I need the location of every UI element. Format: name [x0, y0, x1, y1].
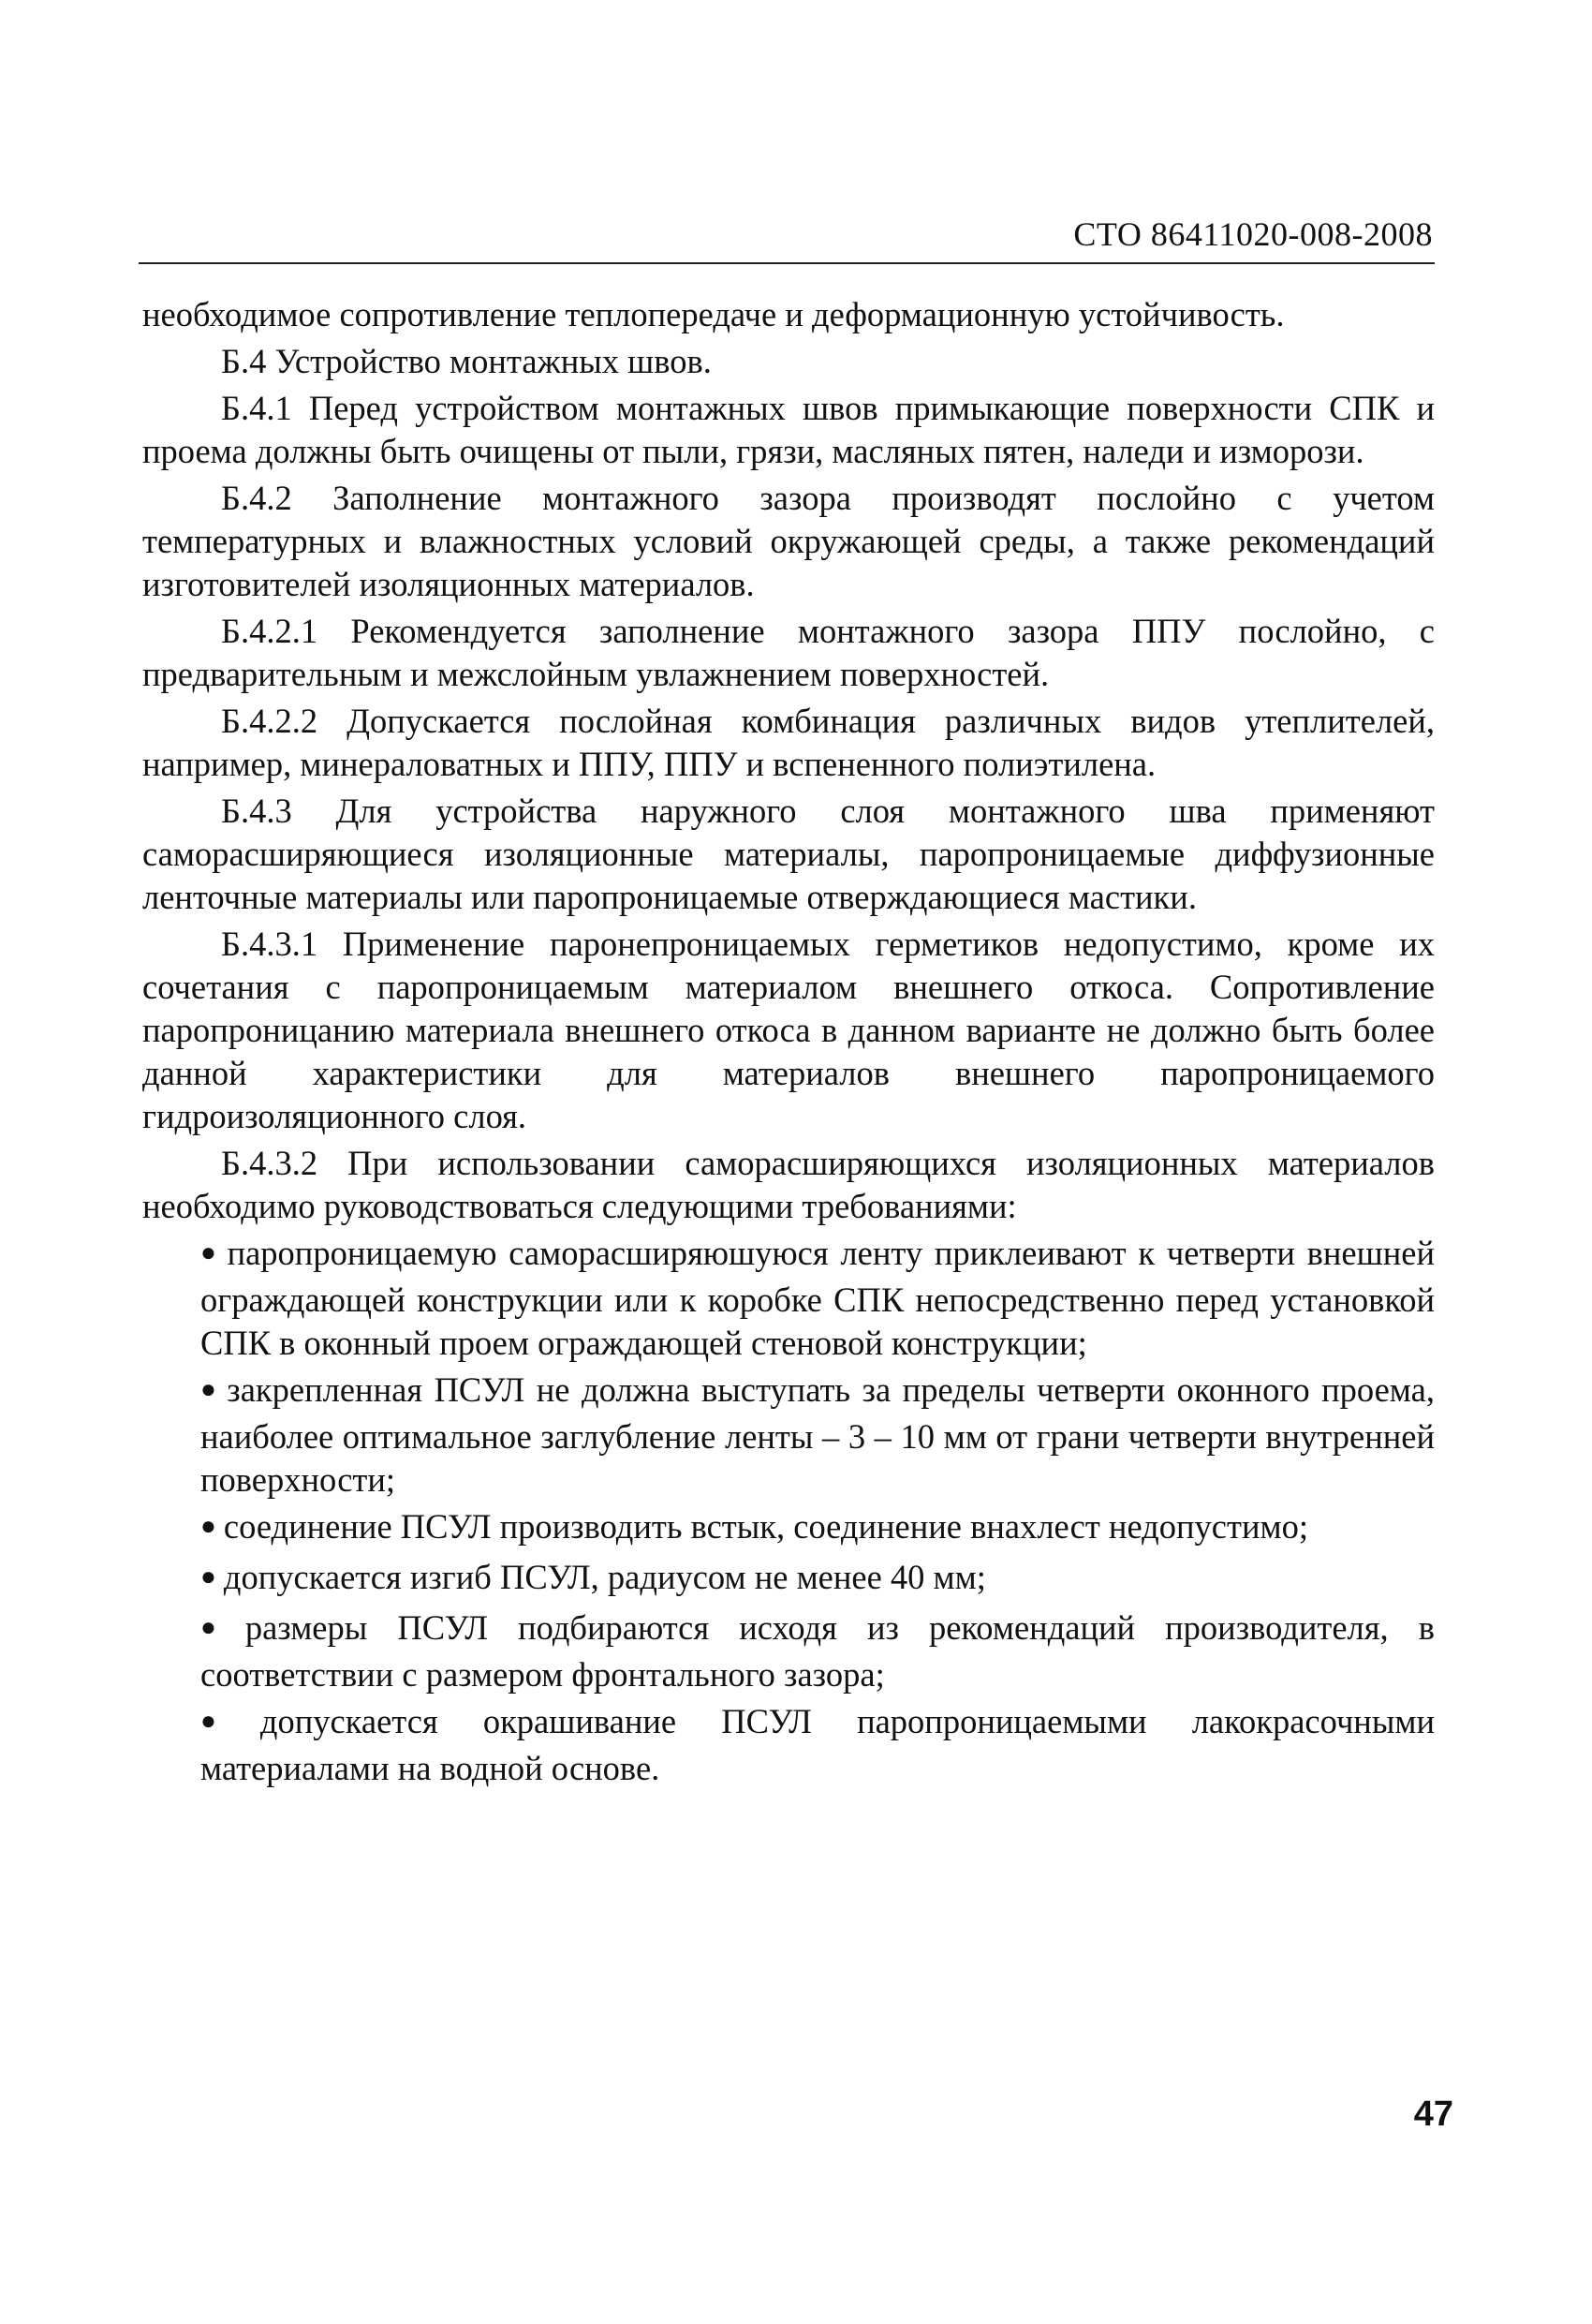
paragraph-b4-2: Б.4.2 Заполнение монтажного зазора производят послойно с учетом температурных и влажностных условий окружающей среды, а также рекомендаций изготовителей изоляционных материалов. — [142, 479, 1435, 603]
bullet-icon: ● — [200, 1238, 220, 1267]
paragraph-b4-3-2: Б.4.3.2 При использовании саморасширяющихся изоляционных материалов необходимо руководствоваться следующими требованиями: — [142, 1144, 1435, 1225]
section-heading-b4: Б.4 Устройство монтажных швов. — [221, 342, 712, 380]
list-item — [200, 1556, 1435, 1603]
bullet-icon: ● — [200, 1613, 238, 1642]
requirements-list — [142, 1232, 1435, 1790]
list-item-text: допускается изгиб ПСУЛ, радиусом не менее 40 мм; — [223, 1558, 986, 1596]
list-item — [200, 1232, 1435, 1365]
document-body — [142, 293, 1435, 1794]
paragraph-b4-1: Б.4.1 Перед устройством монтажных швов примыкающие поверхности СПК и проема должны быть очищены от пыли, грязи, масляных пятен, наледи и изморози. — [142, 389, 1435, 470]
page-number: 47 — [1413, 2095, 1453, 2134]
list-item — [200, 1606, 1435, 1696]
paragraph-b4-3-1: Б.4.3.1 Применение паронепроницаемых герметиков недопустимо, кроме их сочетания с паропроницаемым материалом внешнего откоса. Сопротивление паропроницанию материала внешнего откоса в данном варианте не должно быть более данной характеристики для материалов внешнего паропроницаемого гидроизоляционного слоя. — [142, 925, 1435, 1135]
document-code: СТО 86411020-008-2008 — [1073, 215, 1433, 253]
list-item — [200, 1369, 1435, 1502]
list-item-text: размеры ПСУЛ подбираются исходя из рекомендаций производителя, в соответствии с размером фронтального зазора; — [200, 1608, 1435, 1694]
list-item-text: соединение ПСУЛ производить встык, соединение внахлест недопустимо; — [223, 1507, 1308, 1546]
list-item-text: паропроницаемую саморасширяюшуюся ленту приклеивают к четверти внешней ограждающей конструкции или к коробке СПК непосредственно перед установкой СПК в оконный проем ограждающей стеновой конструкции; — [200, 1234, 1435, 1362]
bullet-icon: ● — [200, 1512, 216, 1541]
list-item-text: закрепленная ПСУЛ не должна выступать за пределы четверти оконного проема, наиболее оптимальное заглубление ленты – 3 – 10 мм от грани четверти внутренней поверхности; — [200, 1370, 1435, 1499]
bullet-icon: ● — [200, 1375, 220, 1404]
list-item — [200, 1505, 1435, 1552]
paragraph-b4-3: Б.4.3 Для устройства наружного слоя монтажного шва применяют саморасширяющиеся изоляционные материалы, паропроницаемые диффузионные ленточные материалы или паропроницаемые отверждающиеся мастики. — [142, 792, 1435, 916]
bullet-icon: ● — [200, 1707, 253, 1736]
paragraph-b4-2-1: Б.4.2.1 Рекомендуется заполнение монтажного зазора ППУ послойно, с предварительным и межслойным увлажнением поверхностей. — [142, 612, 1435, 693]
header-divider — [139, 262, 1435, 264]
bullet-icon: ● — [200, 1562, 216, 1591]
list-item-text: допускается окрашивание ПСУЛ паропроницаемыми лакокрасочными материалами на водной основе. — [200, 1702, 1435, 1787]
paragraph-b4-2-2: Б.4.2.2 Допускается послойная комбинация различных видов утеплителей, например, минераловатных и ППУ, ППУ и вспененного полиэтилена. — [142, 702, 1435, 783]
paragraph-continuation: необходимое сопротивление теплопередаче и деформационную устойчивость. — [142, 295, 1285, 333]
list-item — [200, 1700, 1435, 1790]
